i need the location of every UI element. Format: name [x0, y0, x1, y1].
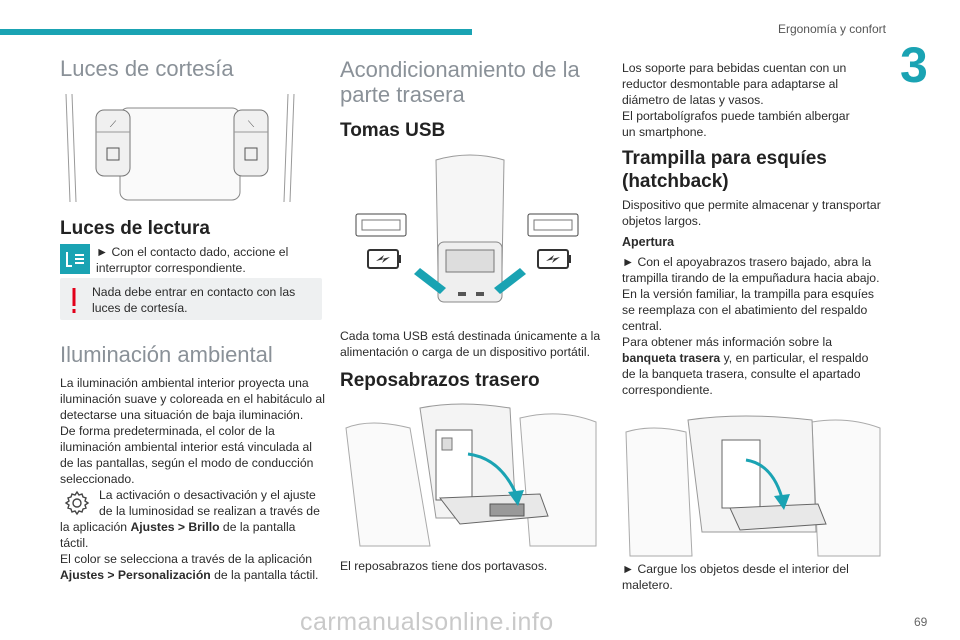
warning-text: Nada debe entrar en contacto con las luces de cortesía.	[92, 285, 296, 315]
subsection-title-apertura: Apertura	[622, 235, 675, 249]
loading-instruction: ► Cargue los objetos desde el interior del maletero.	[622, 562, 849, 592]
warning-icon	[71, 288, 77, 314]
reading-light-icon	[60, 244, 90, 274]
ski-hatch-figure	[622, 412, 884, 558]
usb-description: Cada toma USB está destinada únicamente a la alimentación o carga de un dispositivo portátil.	[340, 329, 601, 359]
section-title-tomas-usb: Tomas USB	[340, 120, 446, 141]
ambient-lighting-description: La iluminación ambiental interior proyecta una iluminación suave y coloreada en el habitáculo al detectarse una situación de baja iluminación. De forma predeterminada, el color de la iluminación ambiental interior está vinculada al de las pantallas, según el modo de conducción seleccionado.	[60, 376, 325, 486]
svg-text:⟋: ⟋	[109, 119, 117, 129]
chapter-title: Ergonomía y confort	[777, 22, 886, 36]
page-number: 69	[914, 615, 928, 629]
usb-ports-figure	[340, 150, 602, 320]
reading-light-instruction: ► Con el contacto dado, accione el interruptor correspondiente.	[96, 245, 289, 275]
watermark: carmanualsonline.info	[300, 608, 554, 636]
gear-icon	[63, 489, 91, 522]
svg-text:⟍: ⟍	[247, 119, 255, 129]
section-title-iluminacion-ambiental: Iluminación ambiental	[60, 342, 273, 367]
chapter-number: 3	[900, 37, 928, 93]
ski-hatch-description: Dispositivo que permite almacenar y transportar objetos largos.	[622, 198, 881, 228]
cupholder-description: Los soporte para bebidas cuentan con un reductor desmontable para adaptarse al diámetro de latas y vasos. El portabolígrafos puede también albergar un smartphone.	[622, 61, 850, 139]
section-title-acondicionamiento: Acondicionamiento de la parte trasera	[340, 57, 580, 108]
section-title-reposabrazos: Reposabrazos trasero	[340, 370, 540, 391]
warning-note	[60, 278, 322, 320]
ambient-settings-text: La activación o desactivación y el ajuste de la luminosidad se realizan a través de	[99, 488, 320, 518]
section-title-luces-lectura: Luces de lectura	[60, 218, 210, 239]
section-title-luces-cortesia: Luces de cortesía	[60, 56, 234, 81]
chapter-accent-bar	[0, 29, 472, 35]
opening-instructions: ► Con el apoyabrazos trasero bajado, abra la trampilla tirando de la empuñadura hacia abajo. En la versión familiar, la trampilla para esquíes se reemplaza con el abatimiento del respaldo central. Para obtener más información sobre la banqueta trasera y, en particular, el respaldo de la banqueta trasera, consulte el apartado correspondiente.	[622, 255, 880, 397]
section-title-trampilla: Trampilla para esquíes (hatchback)	[622, 148, 827, 192]
rear-armrest-figure	[340, 398, 602, 548]
armrest-description: El reposabrazos tiene dos portavasos.	[340, 559, 548, 573]
ambient-settings-text-cont: la aplicación Ajustes > Brillo de la pantalla táctil. El color se selecciona a través de la aplicación Ajustes > Personalización de la pantalla táctil.	[60, 520, 319, 582]
courtesy-lights-figure	[60, 88, 300, 206]
